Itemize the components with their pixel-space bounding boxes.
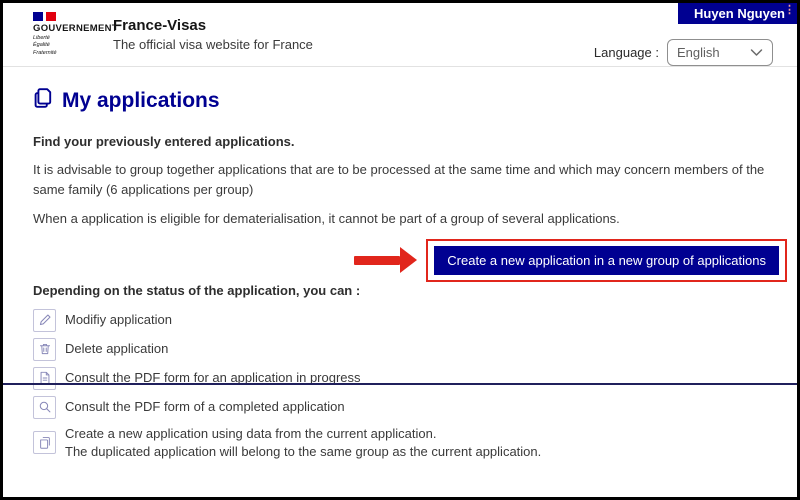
action-label: Consult the PDF form of a completed application <box>65 398 345 414</box>
page-title-row <box>33 87 787 114</box>
red-highlight-box <box>426 239 787 282</box>
user-account-badge[interactable] <box>678 3 797 24</box>
action-label: Delete application <box>65 340 169 356</box>
create-application-row <box>33 239 787 282</box>
brand-title: France-Visas <box>113 17 207 34</box>
motto-fraternite: Fraternité <box>33 49 57 56</box>
list-item-delete[interactable] <box>33 338 787 361</box>
list-item-consult-pdf-progress[interactable] <box>33 367 787 390</box>
pencil-icon <box>33 309 56 332</box>
footer-divider <box>3 383 797 385</box>
action-label: Consult the PDF form for an application in progress <box>65 369 361 385</box>
site-header <box>3 3 797 67</box>
chevron-down-icon <box>750 44 763 62</box>
page-title: My applications <box>62 88 220 112</box>
magnifier-icon <box>33 396 56 419</box>
action-label: Modifiy application <box>65 311 172 327</box>
brand-subtitle: The official visa website for France <box>113 37 313 52</box>
copy-icon <box>33 431 56 454</box>
list-item-modify[interactable] <box>33 309 787 332</box>
french-flag-icon <box>33 12 118 21</box>
red-arrow-annotation <box>354 247 417 273</box>
action-label-line2: The duplicated application will belong to the same group as the current application. <box>65 443 542 459</box>
user-name: Huyen Nguyen <box>693 6 785 21</box>
trash-icon <box>33 338 56 361</box>
kebab-dots-icon: ⋮ <box>784 4 795 16</box>
list-item-duplicate[interactable] <box>33 425 787 461</box>
dematerialisation-text: When a application is eligible for dematerialisation, it cannot be part of a group of several applications. <box>33 211 620 226</box>
pdf-document-icon <box>33 367 56 390</box>
motto-egalite: Égalité <box>33 42 50 49</box>
motto-liberte: Liberté <box>33 34 50 41</box>
language-dropdown[interactable] <box>667 39 773 66</box>
main-content <box>3 67 797 461</box>
action-label-line1: Create a new application using data from the current application. <box>65 425 437 441</box>
status-instruction-text: Depending on the status of the application, you can : <box>33 282 361 298</box>
gouvernement-label: GOUVERNEMENT <box>33 23 118 34</box>
grouping-advice-text: It is advisable to group together applications that are to be processed at the same time and which may concern members of the same family (6 applications per group) <box>33 162 765 197</box>
copy-documents-icon <box>33 87 53 114</box>
action-label <box>65 425 541 461</box>
language-selected-value: English <box>677 45 720 60</box>
intro-text: Find your previously entered applications. <box>33 134 295 149</box>
gouvernement-logo <box>33 12 118 57</box>
language-selector-row <box>594 39 773 66</box>
language-label: Language : <box>593 45 659 60</box>
list-item-consult-pdf-completed[interactable] <box>33 396 787 419</box>
create-application-button[interactable]: Create a new application in a new group of applications <box>434 246 779 275</box>
brand-block[interactable] <box>113 17 313 52</box>
